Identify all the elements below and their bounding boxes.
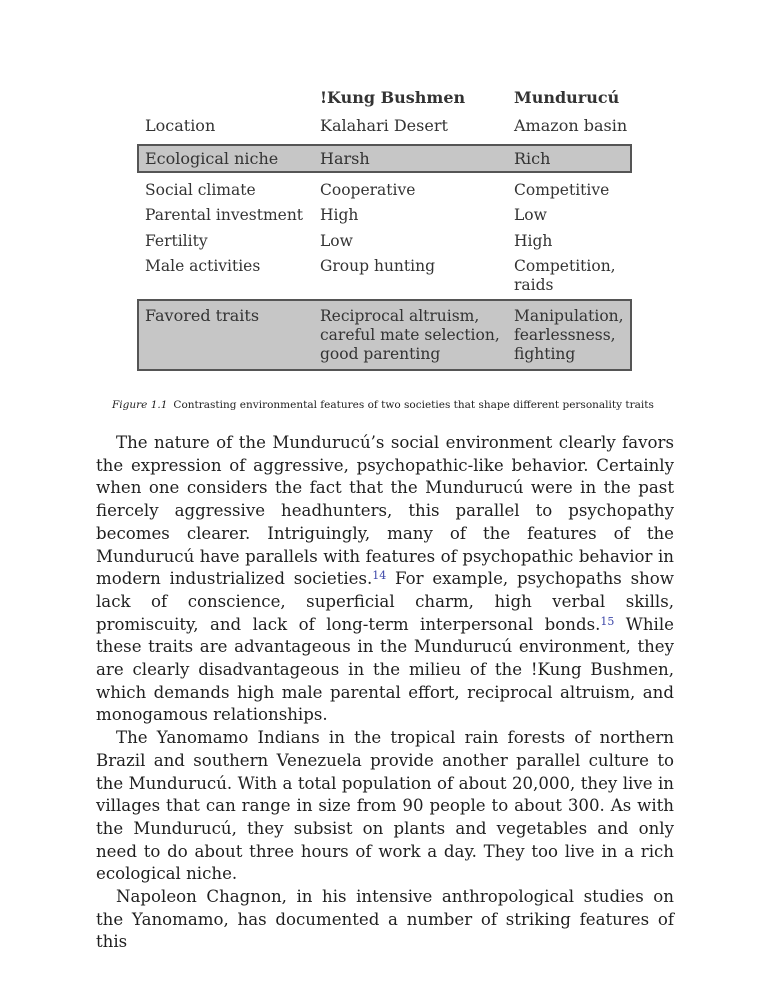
paragraph: The Yanomamo Indians in the tropical rain forests of northern Brazil and southern Venezuela provide another parallel culture to the Mundurucú. With a total population of about 20,000, they live in villages that can range in size from 90 people to about 300. As with the Mundurucú, they subsist on plants and vegetables and only need to do about three hours of work a day. They too live in a rich ecological niche. [96,728,674,884]
cell-kung [320,307,500,364]
cell-line: Manipulation, [514,307,624,325]
cell-mundurucu: High [514,232,553,250]
cell-line: Reciprocal altruism, [320,307,480,325]
cell-line: Competition, [514,257,616,275]
footnote-ref-15[interactable]: 15 [600,614,615,628]
column-header-kung: !Kung Bushmen [320,88,466,107]
cell-mundurucu: Rich [514,149,551,168]
row-label: Favored traits [145,306,260,325]
paragraph-text: The nature of the Mundurucú’s social environment clearly favors the expression of aggressive, psychopathic-like behavior. Certainly when one considers the fact that the Mundurucú were in the past fiercely aggressive headhunters, this parallel to psychopathy becomes clearer. Intriguingly, many of the features of the Mundurucú have parallels with features of psychopathic behavior in modern industrialized societies. [96,433,674,589]
row-label: Ecological niche [145,149,279,168]
footnote-ref-14[interactable]: 14 [372,569,387,583]
cell-mundurucu [514,257,616,295]
column-header-mundurucu: Mundurucú [514,88,620,107]
cell-mundurucu: Competitive [514,181,610,199]
figure-caption [112,399,672,411]
figure-label: Figure 1.1 [112,399,168,411]
cell-line: fearlessness, [514,326,616,344]
body-text [96,432,674,954]
table-band-ecological-niche [137,144,632,173]
paragraph: Napoleon Chagnon, in his intensive anthropological studies on the Yanomamo, has documented a number of striking features of this [96,887,674,952]
paragraph-text: While these traits are advantageous in the Mundurucú environment, they are clearly disadvantageous in the milieu of the !Kung Bushmen, which demands high male parental effort, reciprocal altruism, and monogamous relationships. [96,614,674,725]
row-label: Male activities [145,257,261,275]
row-label: Fertility [145,232,208,250]
cell-kung: High [320,206,359,224]
row-label: Location [145,116,216,135]
caption-text: Contrasting environmental features of two societies that shape different personality traits [173,399,654,411]
table-band-favored-traits [137,299,632,371]
cell-kung: Group hunting [320,257,435,275]
cell-kung: Kalahari Desert [320,116,448,135]
cell-line: good parenting [320,345,441,363]
cell-mundurucu: Low [514,206,547,224]
cell-mundurucu: Amazon basin [514,116,628,135]
cell-mundurucu [514,307,624,364]
row-label: Parental investment [145,206,304,224]
row-label: Social climate [145,181,256,199]
cell-line: careful mate selection, [320,326,500,344]
cell-line: raids [514,276,554,294]
paragraph [96,432,674,727]
cell-kung: Low [320,232,353,250]
cell-kung: Harsh [320,149,370,168]
cell-line: fighting [514,345,576,363]
paragraph-text: For example, psychopaths show lack of conscience, superficial charm, high verbal skills, promiscuity, and lack of long-term interpersonal bonds. [96,569,674,634]
cell-kung: Cooperative [320,181,416,199]
